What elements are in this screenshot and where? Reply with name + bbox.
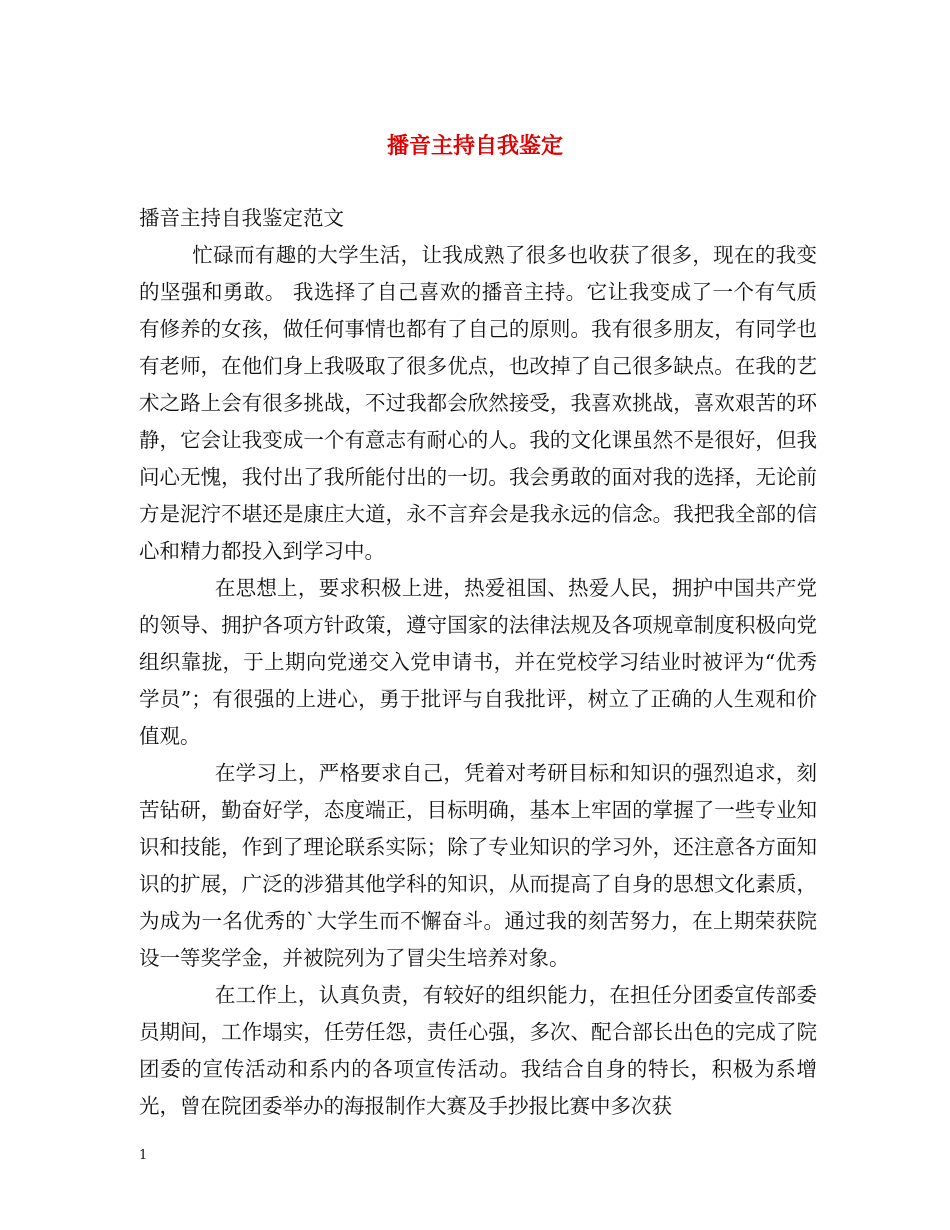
document-subtitle: 播音主持自我鉴定范文 <box>139 206 344 230</box>
document-title: 播音主持自我鉴定 <box>386 133 563 159</box>
paragraph-study: 在学习上，严格要求自己，凭着对考研目标和知识的强烈追求，刻苦钻研，勤奋好学，态度端正，目标明确，基本上牢固的掌握了一些专业知识和技能，作到了理论联系实际；除了专业知识的学习外，还注意各方面知识的扩展，广泛的涉猎其他学科的知识，从而提高了自身的思想文化素质，为成为一名优秀的`大学生而不懈奋斗。通过我的刻苦努力，在上期荣获院设一等奖学金，并被院列为了冒尖生培养对象。 <box>139 761 817 970</box>
page-number: 1 <box>139 1148 148 1163</box>
paragraph-work: 在工作上，认真负责，有较好的组织能力，在担任分团委宣传部委员期间，工作塌实，任劳任怨，责任心强，多次、配合部长出色的完成了院团委的宣传活动和系内的各项宣传活动。我结合自身的特长，积极为系增光，曾在院团委举办的海报制作大赛及手抄报比赛中多次获 <box>139 983 817 1118</box>
paragraph-intro: 忙碌而有趣的大学生活，让我成熟了很多也收获了很多，现在的我变的坚强和勇敢。 我选择了自己喜欢的播音主持。它让我变成了一个有气质有修养的女孩，做任何事情也都有了自己的原则。我有很多朋友，有同学也有老师，在他们身上我吸取了很多优点，也改掉了自己很多缺点。在我的艺术之路上会有很多挑战，不过我都会欣然接受，我喜欢挑战，喜欢艰苦的环静，它会让我变成一个有意志有耐心的人。我的文化课虽然不是很好，但我问心无愧，我付出了我所能付出的一切。我会勇敢的面对我的选择，无论前方是泥泞不堪还是康庄大道，永不言弃会是我永远的信念。我把我全部的信心和精力都投入到学习中。 <box>139 243 817 563</box>
document-body <box>139 200 817 1125</box>
paragraph-ideology: 在思想上，要求积极上进，热爱祖国、热爱人民，拥护中国共产党的领导、拥护各项方针政策，遵守国家的法律法规及各项规章制度积极向党组织靠拢，于上期向党递交入党申请书，并在党校学习结业时被评为“优秀学员”；有很强的上进心，勇于批评与自我批评，树立了正确的人生观和价值观。 <box>139 576 817 748</box>
